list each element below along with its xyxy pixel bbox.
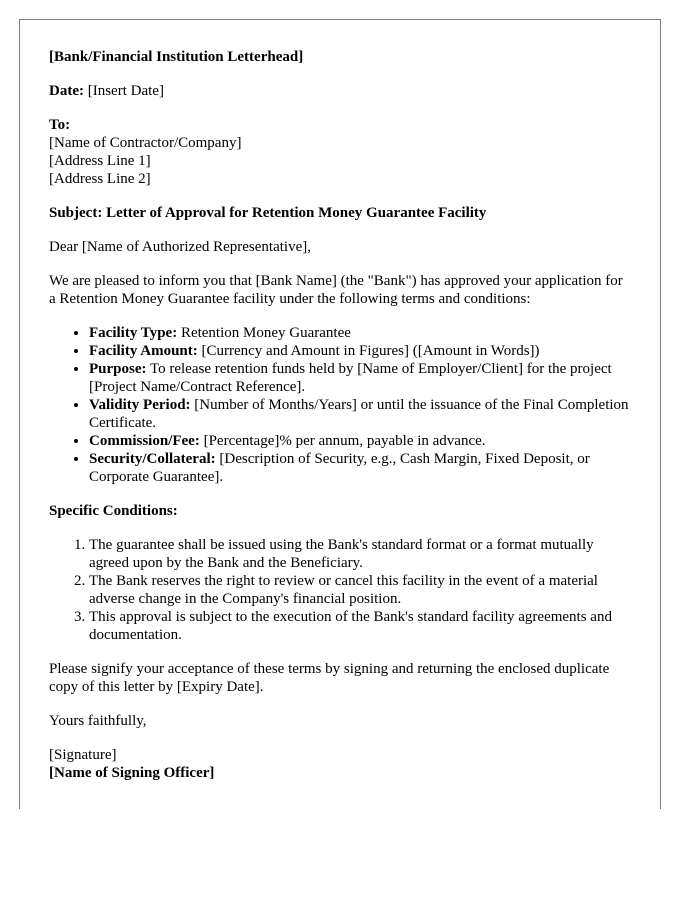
condition-item: 1. The guarantee shall be issued using the Bank's standard format or a format mutually agreed upon by the Bank and the Beneficiary. bbox=[89, 536, 631, 572]
term-item-facility-amount: • Facility Amount: [Currency and Amount in Figures] ([Amount in Words]) bbox=[89, 342, 631, 360]
date-line bbox=[49, 82, 631, 100]
acceptance-paragraph: Please signify your acceptance of these terms by signing and returning the enclosed duplicate copy of this letter by [Expiry Date]. bbox=[49, 661, 610, 695]
conditions-list bbox=[49, 536, 631, 644]
recipient-block bbox=[49, 116, 631, 188]
date-label: Date: bbox=[49, 83, 84, 99]
term-item-purpose: • Purpose: To release retention funds held by [Name of Employer/Client] for the project [Project Name/Contract Reference]. bbox=[89, 360, 631, 396]
recipient-name: [Name of Contractor/Company] bbox=[49, 135, 242, 151]
term-item-commission-fee: • Commission/Fee: [Percentage]% per annum, payable in advance. bbox=[89, 432, 631, 450]
recipient-address-line-1: [Address Line 1] bbox=[49, 153, 151, 169]
term-item-validity-period: • Validity Period: [Number of Months/Years] or until the issuance of the Final Completion Certificate. bbox=[89, 396, 631, 432]
date-value: [Insert Date] bbox=[87, 83, 164, 99]
salutation: Dear [Name of Authorized Representative], bbox=[49, 239, 311, 255]
terms-list bbox=[49, 324, 631, 486]
closing: Yours faithfully, bbox=[49, 713, 147, 729]
conditions-heading: Specific Conditions: bbox=[49, 503, 178, 519]
term-item-security-collateral: • Security/Collateral: [Description of Security, e.g., Cash Margin, Fixed Deposit, or Corporate Guarantee]. bbox=[89, 450, 631, 486]
signature-placeholder: [Signature] bbox=[49, 747, 117, 763]
letter-page bbox=[19, 19, 661, 809]
subject-line: Subject: Letter of Approval for Retention Money Guarantee Facility bbox=[49, 205, 487, 221]
intro-paragraph: We are pleased to inform you that [Bank Name] (the "Bank") has approved your application for a Retention Money Guarantee facility under the following terms and conditions: bbox=[49, 273, 623, 307]
term-item-facility-type: • Facility Type: Retention Money Guarantee bbox=[89, 324, 631, 342]
recipient-address-line-2: [Address Line 2] bbox=[49, 171, 151, 187]
condition-item: 2. The Bank reserves the right to review or cancel this facility in the event of a material adverse change in the Company's financial position. bbox=[89, 572, 631, 608]
condition-item: 3. This approval is subject to the execution of the Bank's standard facility agreements and documentation. bbox=[89, 608, 631, 644]
signing-officer-name: [Name of Signing Officer] bbox=[49, 765, 215, 781]
letterhead: [Bank/Financial Institution Letterhead] bbox=[49, 49, 304, 65]
to-label: To: bbox=[49, 117, 71, 133]
